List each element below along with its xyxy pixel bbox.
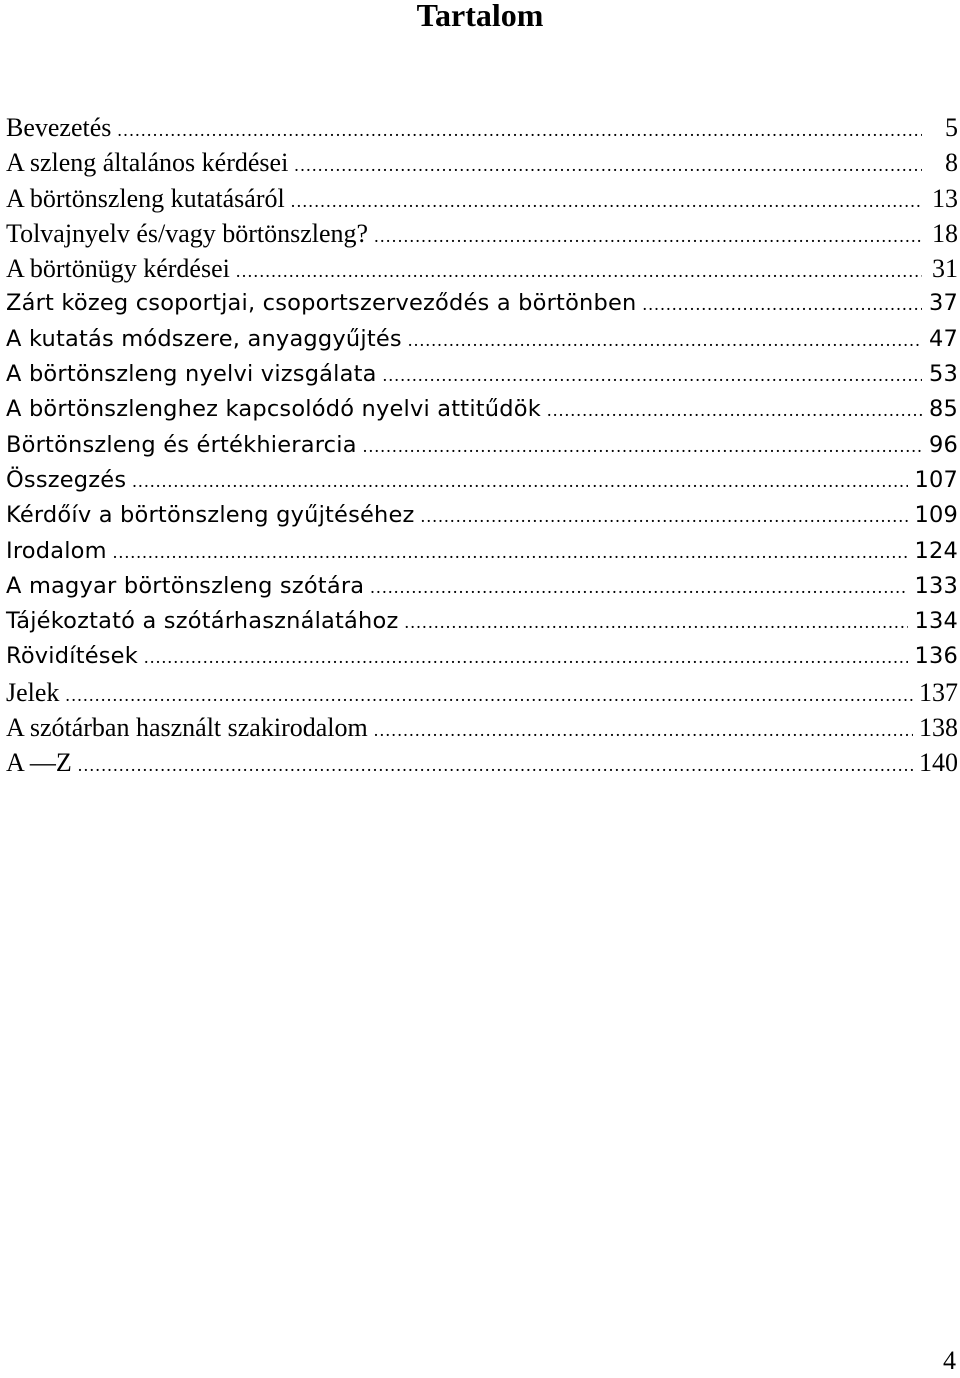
toc-entry-page: 37 <box>928 290 958 317</box>
toc-entry[interactable] <box>6 463 958 498</box>
dot-leader <box>363 429 922 464</box>
toc-entry-title: A börtönszlenghez kapcsolódó nyelvi attitűdök <box>6 396 541 423</box>
page-number: 4 <box>943 1346 956 1375</box>
dot-leader <box>408 323 922 358</box>
toc-entry-page: 124 <box>914 537 958 564</box>
toc-entry-page: 137 <box>919 677 958 707</box>
dot-leader <box>643 287 923 322</box>
toc-entry[interactable] <box>6 675 958 710</box>
toc-entry-title: Jelek <box>6 677 60 707</box>
toc-entry-title: Zárt közeg csoportjai, csoportszerveződés a börtönben <box>6 290 637 317</box>
toc-entry-page: 138 <box>919 713 958 743</box>
toc-entry[interactable] <box>6 604 958 639</box>
toc-entry-page: 85 <box>928 396 958 423</box>
toc-entry-page: 107 <box>914 466 958 493</box>
dot-leader <box>113 535 909 570</box>
toc-entry[interactable] <box>6 110 958 145</box>
toc-entry-title: Tájékoztató a szótárhasználatához <box>6 608 399 635</box>
toc-entry-title: A kutatás módszere, anyaggyűjtés <box>6 325 402 352</box>
toc-entry-page: 140 <box>919 748 958 778</box>
toc-entry[interactable] <box>6 428 958 463</box>
toc-entry-page: 18 <box>932 218 958 248</box>
toc-entry-title: A börtönügy kérdései <box>6 254 230 284</box>
toc-entry-page: 8 <box>945 148 958 178</box>
toc-entry[interactable] <box>6 286 958 321</box>
toc-entry-title: A börtönszleng nyelvi vizsgálata <box>6 361 377 388</box>
toc-entry-page: 96 <box>928 431 958 458</box>
toc-entry[interactable] <box>6 639 958 674</box>
toc-entry-title: Összegzés <box>6 466 127 493</box>
toc-entry-title: Irodalom <box>6 537 107 564</box>
toc-entry-page: 47 <box>928 325 958 352</box>
toc-entry[interactable] <box>6 145 958 180</box>
toc-entry-page: 133 <box>914 572 958 599</box>
dot-leader <box>404 605 908 640</box>
toc-entry[interactable] <box>6 745 958 780</box>
dot-leader <box>78 748 913 783</box>
table-of-contents <box>6 110 958 781</box>
toc-entry-page: 13 <box>932 183 958 213</box>
toc-entry-page: 136 <box>914 643 958 670</box>
toc-entry-page: 31 <box>932 254 958 284</box>
toc-entry-title: Tolvajnyelv és/vagy börtönszleng? <box>6 218 369 248</box>
toc-entry[interactable] <box>6 216 958 251</box>
dot-leader <box>65 678 913 713</box>
toc-entry[interactable] <box>6 357 958 392</box>
dot-leader <box>374 219 922 254</box>
toc-entry[interactable] <box>6 251 958 286</box>
dot-leader <box>374 713 913 748</box>
dot-leader <box>144 640 909 675</box>
dot-leader <box>370 570 908 605</box>
toc-entry-title: Kérdőív a börtönszleng gyűjtéséhez <box>6 502 415 529</box>
toc-entry-title: A —Z <box>6 748 72 778</box>
toc-entry-title: A magyar börtönszleng szótára <box>6 572 365 599</box>
toc-entry-page: 134 <box>914 608 958 635</box>
toc-entry-page: 109 <box>914 502 958 529</box>
toc-entry-page: 53 <box>928 361 958 388</box>
dot-leader <box>117 113 922 148</box>
toc-entry-title: Rövidítések <box>6 643 138 670</box>
toc-entry-title: Bevezetés <box>6 113 112 142</box>
toc-entry[interactable] <box>6 710 958 745</box>
toc-entry-title: A szleng általános kérdései <box>6 148 289 178</box>
toc-entry-title: Börtönszleng és értékhierarcia <box>6 431 357 458</box>
toc-entry[interactable] <box>6 181 958 216</box>
dot-leader <box>132 464 908 499</box>
dot-leader <box>383 358 922 393</box>
toc-entry[interactable] <box>6 569 958 604</box>
page-title: Tartalom <box>416 0 544 33</box>
toc-entry[interactable] <box>6 322 958 357</box>
dot-leader <box>291 184 922 219</box>
toc-entry[interactable] <box>6 534 958 569</box>
dot-leader <box>294 148 922 183</box>
dot-leader <box>421 499 909 534</box>
dot-leader <box>236 254 922 289</box>
toc-entry-title: A börtönszleng kutatásáról <box>6 183 285 213</box>
toc-entry-page: 5 <box>945 113 958 142</box>
toc-entry-title: A szótárban használt szakirodalom <box>6 713 368 743</box>
dot-leader <box>547 393 922 428</box>
toc-entry[interactable] <box>6 392 958 427</box>
toc-entry[interactable] <box>6 498 958 533</box>
